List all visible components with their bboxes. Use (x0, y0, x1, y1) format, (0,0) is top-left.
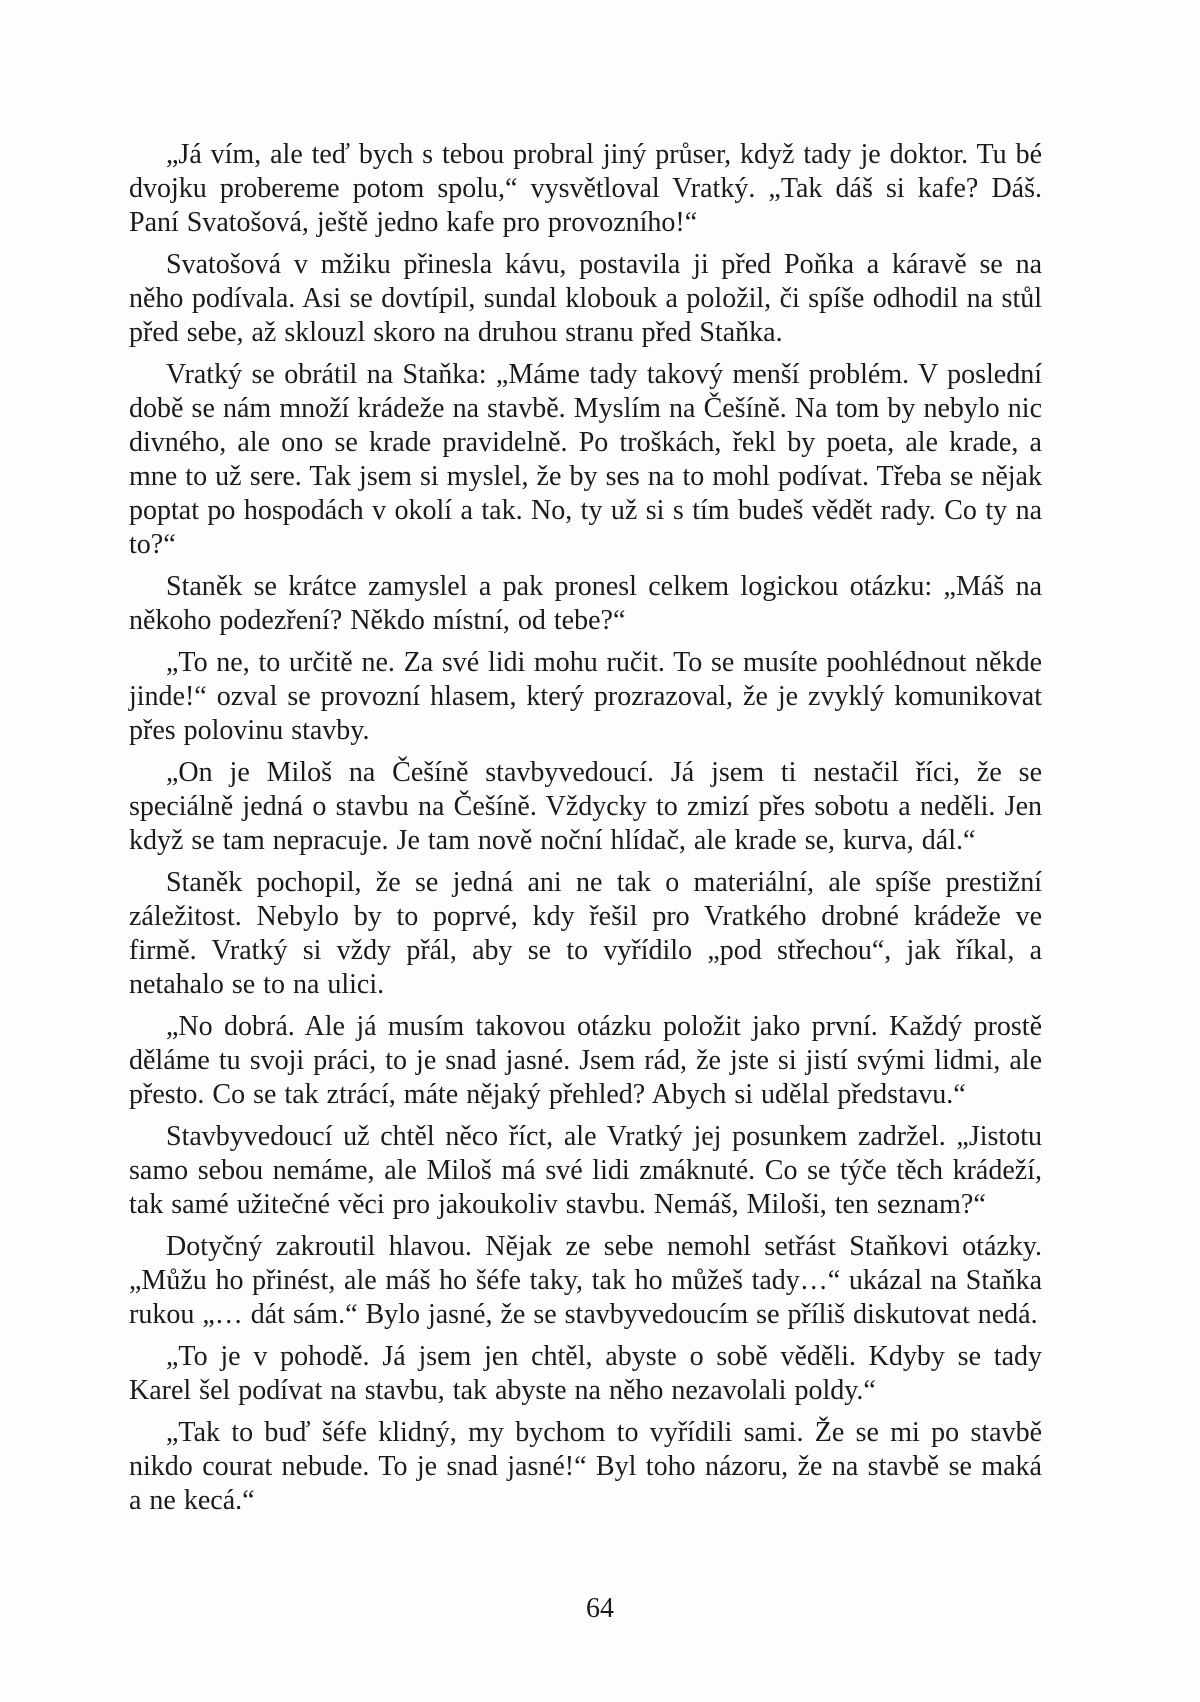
paragraph: Svatošová v mžiku přinesla kávu, postavila ji před Poňka a káravě se na něho podívala. Asi se dovtípil, sundal klobouk a položil, či spíše odhodil na stůl před sebe, až sklouzl skoro na druhou stranu před Staňka. (129, 249, 1042, 348)
paragraph: Staněk se krátce zamyslel a pak pronesl celkem logickou otázku: „Máš na někoho podezření? Někdo místní, od tebe?“ (129, 571, 1042, 636)
page-text (129, 138, 1042, 1526)
paragraph: Stavbyvedoucí už chtěl něco říct, ale Vratký jej posunkem zadržel. „Jistotu samo sebou nemáme, ale Miloš má své lidi zmáknuté. Co se týče těch krádeží, tak samé užitečné věci pro jakoukoliv stavbu. Nemáš, Miloši, ten seznam?“ (129, 1121, 1042, 1220)
paragraph: Dotyčný zakroutil hlavou. Nějak ze sebe nemohl setřást Staňkovi otázky. „Můžu ho přinést, ale máš ho šéfe taky, tak ho můžeš tady…“ ukázal na Staňka rukou „… dát sám.“ Bylo jasné, že se stavbyvedoucím se příliš diskutovat nedá. (129, 1231, 1042, 1330)
paragraph: „To ne, to určitě ne. Za své lidi mohu ručit. To se musíte poohlédnout někde jinde!“ ozval se provozní hlasem, který prozrazoval, že je zvyklý komunikovat přes polovinu stavby. (129, 647, 1042, 746)
page-number: 64 (586, 1593, 614, 1624)
paragraph: „No dobrá. Ale já musím takovou otázku položit jako první. Každý prostě děláme tu svoji práci, to je snad jasné. Jsem rád, že jste si jistí svými lidmi, ale přesto. Co se tak ztrácí, máte nějaký přehled? Abych si udělal představu.“ (129, 1011, 1042, 1110)
paragraph: „To je v pohodě. Já jsem jen chtěl, abyste o sobě věděli. Kdyby se tady Karel šel podívat na stavbu, tak abyste na něho nezavolali poldy.“ (129, 1341, 1042, 1406)
paragraph: Staněk pochopil, že se jedná ani ne tak o materiální, ale spíše prestižní záležitost. Nebylo by to poprvé, kdy řešil pro Vratkého drobné krádeže ve firmě. Vratký si vždy přál, aby se to vyřídilo „pod střechou“, jak říkal, a netahalo se to na ulici. (129, 867, 1042, 1000)
paragraph: „Já vím, ale teď bych s tebou probral jiný průser, když tady je doktor. Tu bé dvojku probereme potom spolu,“ vysvětloval Vratký. „Tak dáš si kafe? Dáš. Paní Svatošová, ještě jedno kafe pro provozního!“ (129, 139, 1042, 238)
paragraph: „On je Miloš na Češíně stavbyvedoucí. Já jsem ti nestačil říci, že se speciálně jedná o stavbu na Češíně. Vždycky to zmizí přes sobotu a neděli. Jen když se tam nepracuje. Je tam nově noční hlídač, ale krade se, kurva, dál.“ (129, 757, 1042, 856)
paragraph: „Tak to buď šéfe klidný, my bychom to vyřídili sami. Že se mi po stavbě nikdo courat nebude. To je snad jasné!“ Byl toho názoru, že na stavbě se maká a ne kecá.“ (129, 1417, 1042, 1516)
paragraph: Vratký se obrátil na Staňka: „Máme tady takový menší problém. V poslední době se nám množí krádeže na stavbě. Myslím na Češíně. Na tom by nebylo nic divného, ale ono se krade pravidelně. Po troškách, řekl by poeta, ale krade, a mne to už sere. Tak jsem si myslel, že by ses na to mohl podívat. Třeba se nějak poptat po hospodách v okolí a tak. No, ty už si s tím budeš vědět rady. Co ty na to?“ (129, 359, 1042, 560)
